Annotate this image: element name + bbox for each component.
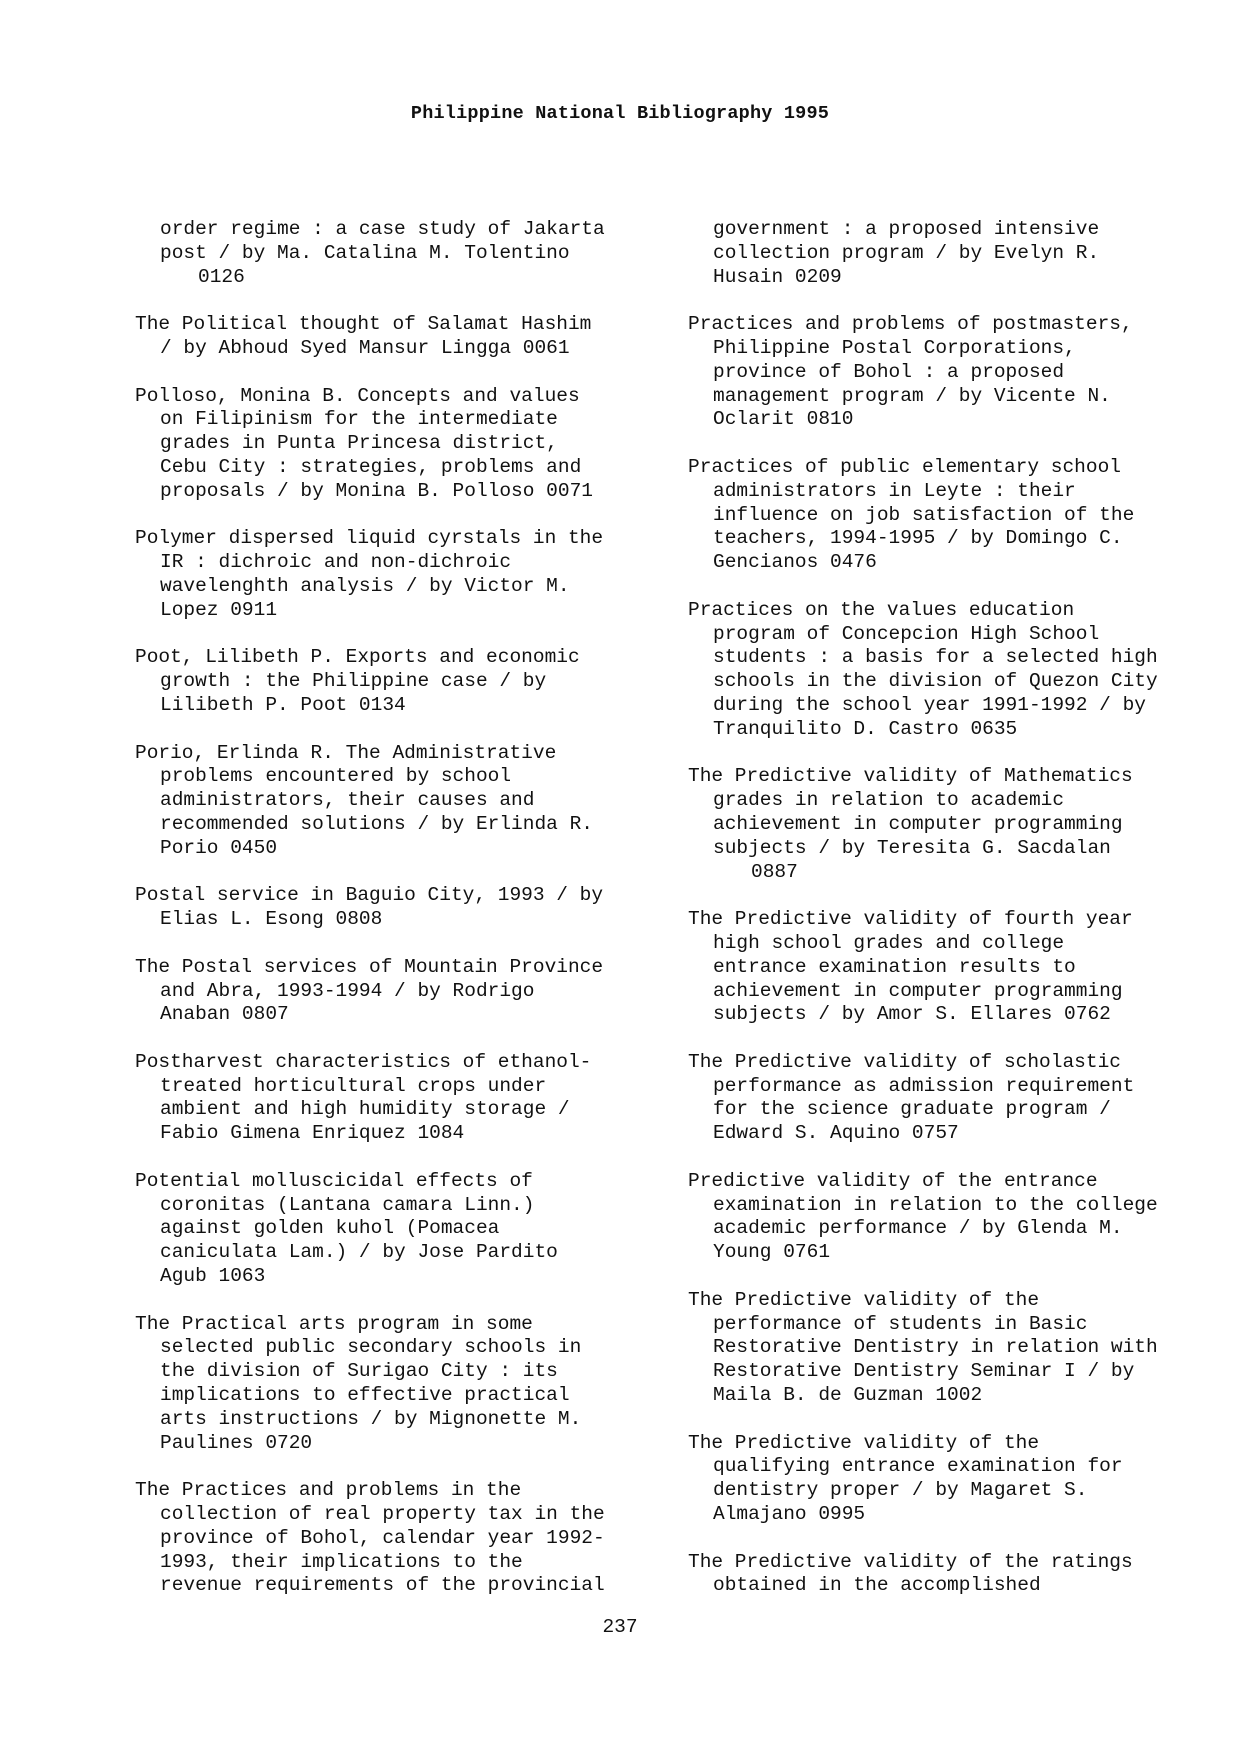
- bibliography-entry: [688, 1289, 1228, 1408]
- bibliography-entry: [688, 765, 1228, 884]
- bibliography-entry: [135, 527, 675, 622]
- bibliography-entry: [135, 1313, 675, 1456]
- entry-line: Restorative Dentistry Seminar I / by: [713, 1360, 1135, 1383]
- entry-line: wavelenghth analysis / by Victor M.: [160, 574, 570, 597]
- right-column: [688, 218, 1228, 1622]
- entry-line: Cebu City : strategies, problems and: [160, 455, 582, 478]
- entry-line: performance as admission requirement: [713, 1074, 1135, 1097]
- bibliography-entry: [688, 456, 1228, 575]
- entry-line: administrators, their causes and: [160, 789, 535, 812]
- entry-line: proposals / by Monina B. Polloso 0071: [160, 479, 593, 502]
- bibliography-entry: [135, 1170, 675, 1289]
- entry-line: implications to effective practical: [160, 1384, 570, 1407]
- entry-line: caniculata Lam.) / by Jose Pardito: [160, 1241, 558, 1264]
- bibliography-entry: [135, 385, 675, 504]
- entry-line: Maila B. de Guzman 1002: [713, 1384, 983, 1407]
- entry-line: post / by Ma. Catalina M. Tolentino: [160, 241, 570, 264]
- entry-line: examination in relation to the college: [713, 1193, 1158, 1216]
- entry-line: grades in Punta Princesa district,: [160, 432, 558, 455]
- entry-line: Postharvest characteristics of ethanol-: [135, 1050, 592, 1073]
- entry-line: high school grades and college: [713, 931, 1065, 954]
- entry-line: Porio 0450: [160, 836, 278, 859]
- entry-line: Lilibeth P. Poot 0134: [160, 693, 406, 716]
- entry-line: Almajano 0995: [713, 1503, 866, 1526]
- entry-line: Husain 0209: [713, 265, 842, 288]
- bibliography-entry: [135, 313, 675, 361]
- entry-line: qualifying entrance examination for: [713, 1455, 1123, 1478]
- bibliography-entry: [688, 1051, 1228, 1146]
- bibliography-entry: [135, 742, 675, 861]
- entry-line: The Predictive validity of the: [688, 1288, 1040, 1311]
- entry-line: revenue requirements of the provincial: [160, 1574, 605, 1597]
- entry-line: The Predictive validity of Mathematics: [688, 765, 1133, 788]
- entry-line: Paulines 0720: [160, 1431, 313, 1454]
- entry-line: influence on job satisfaction of the: [713, 503, 1135, 526]
- entry-line: order regime : a case study of Jakarta: [160, 218, 605, 240]
- bibliography-entry: [135, 884, 675, 932]
- page-title: Philippine National Bibliography 1995: [410, 103, 830, 124]
- entry-line: achievement in computer programming: [713, 979, 1123, 1002]
- entry-line: Gencianos 0476: [713, 551, 877, 574]
- entry-line: arts instructions / by Mignonette M.: [160, 1407, 582, 1430]
- entry-line: achievement in computer programming: [713, 812, 1123, 835]
- entry-line: province of Bohol, calendar year 1992-: [160, 1526, 605, 1549]
- entry-line: on Filipinism for the intermediate: [160, 408, 558, 431]
- entry-line: subjects / by Teresita G. Sacdalan: [713, 836, 1111, 859]
- entry-line: province of Bohol : a proposed: [713, 360, 1065, 383]
- entry-line: Polymer dispersed liquid cyrstals in the: [135, 527, 604, 550]
- bibliography-entry: [688, 1551, 1228, 1599]
- entry-line: Potential molluscicidal effects of: [135, 1169, 533, 1192]
- bibliography-entry: [135, 218, 675, 289]
- bibliography-entry: [135, 956, 675, 1027]
- entry-line: the division of Surigao City : its: [160, 1360, 558, 1383]
- bibliography-entry: [135, 1051, 675, 1146]
- entry-line: Young 0761: [713, 1241, 831, 1264]
- bibliography-entry: [135, 1479, 675, 1598]
- bibliography-entry: [688, 218, 1228, 289]
- entry-line: Restorative Dentistry in relation with: [713, 1336, 1158, 1359]
- entry-line: Porio, Erlinda R. The Administrative: [135, 741, 557, 764]
- entry-line: Practices on the values education: [688, 598, 1075, 621]
- entry-line: and Abra, 1993-1994 / by Rodrigo: [160, 979, 535, 1002]
- entry-line: growth : the Philippine case / by: [160, 670, 547, 693]
- entry-line: Agub 1063: [160, 1265, 266, 1288]
- entry-line: recommended solutions / by Erlinda R.: [160, 812, 593, 835]
- entry-line: Practices of public elementary school: [688, 455, 1121, 478]
- entry-line: The Practices and problems in the: [135, 1479, 522, 1502]
- entry-line: against golden kuhol (Pomacea: [160, 1217, 500, 1240]
- bibliography-entry: [688, 1170, 1228, 1265]
- entry-line: The Predictive validity of fourth year: [688, 908, 1133, 931]
- entry-line: problems encountered by school: [160, 765, 512, 788]
- bibliography-entry: [688, 313, 1228, 432]
- entry-line: Elias L. Esong 0808: [160, 908, 383, 931]
- entry-line: The Predictive validity of the ratings: [688, 1550, 1133, 1573]
- entry-line: obtained in the accomplished: [713, 1574, 1041, 1597]
- entry-line: Postal service in Baguio City, 1993 / by: [135, 884, 604, 907]
- left-column: [135, 218, 675, 1622]
- entry-line: ambient and high humidity storage /: [160, 1098, 570, 1121]
- entry-line: performance of students in Basic: [713, 1312, 1088, 1335]
- entry-line: The Postal services of Mountain Province: [135, 955, 604, 978]
- entry-line: government : a proposed intensive: [713, 218, 1100, 240]
- entry-line: The Political thought of Salamat Hashim: [135, 313, 592, 336]
- entry-line: The Practical arts program in some: [135, 1312, 533, 1335]
- entry-line: The Predictive validity of the: [688, 1431, 1040, 1454]
- page-number: 237: [602, 1616, 638, 1638]
- bibliography-entry: [135, 646, 675, 717]
- entry-line: academic performance / by Glenda M.: [713, 1217, 1123, 1240]
- entry-line: during the school year 1991-1992 / by: [713, 693, 1146, 716]
- entry-line: schools in the division of Quezon City: [713, 670, 1158, 693]
- entry-line: program of Concepcion High School: [713, 622, 1100, 645]
- entry-line: / by Abhoud Syed Mansur Lingga 0061: [160, 336, 570, 359]
- entry-line: 1993, their implications to the: [160, 1550, 523, 1573]
- entry-line: for the science graduate program /: [713, 1098, 1111, 1121]
- entry-line: entrance examination results to: [713, 955, 1076, 978]
- bibliography-entry: [688, 599, 1228, 742]
- entry-line: Tranquilito D. Castro 0635: [713, 717, 1018, 740]
- entry-line: Oclarit 0810: [713, 408, 854, 431]
- bibliography-entry: [688, 1432, 1228, 1527]
- entry-line: collection of real property tax in the: [160, 1503, 605, 1526]
- bibliography-entry: [688, 908, 1228, 1027]
- entry-line: management program / by Vicente N.: [713, 384, 1111, 407]
- entry-line: 0126: [198, 265, 245, 288]
- entry-line: IR : dichroic and non-dichroic: [160, 551, 512, 574]
- entry-line: Fabio Gimena Enriquez 1084: [160, 1122, 465, 1145]
- entry-line: students : a basis for a selected high: [713, 646, 1158, 669]
- entry-line: selected public secondary schools in: [160, 1336, 582, 1359]
- entry-line: subjects / by Amor S. Ellares 0762: [713, 1003, 1111, 1026]
- entry-line: administrators in Leyte : their: [713, 479, 1076, 502]
- entry-line: grades in relation to academic: [713, 789, 1065, 812]
- entry-line: Lopez 0911: [160, 598, 278, 621]
- entry-line: Polloso, Monina B. Concepts and values: [135, 384, 580, 407]
- entry-line: Edward S. Aquino 0757: [713, 1122, 959, 1145]
- entry-line: collection program / by Evelyn R.: [713, 241, 1100, 264]
- entry-line: Anaban 0807: [160, 1003, 289, 1026]
- entry-line: Poot, Lilibeth P. Exports and economic: [135, 646, 580, 669]
- entry-line: Practices and problems of postmasters,: [688, 313, 1133, 336]
- entry-line: coronitas (Lantana camara Linn.): [160, 1193, 535, 1216]
- entry-line: Predictive validity of the entrance: [688, 1169, 1098, 1192]
- entry-line: treated horticultural crops under: [160, 1074, 547, 1097]
- entry-line: 0887: [751, 860, 798, 883]
- entry-line: The Predictive validity of scholastic: [688, 1050, 1121, 1073]
- entry-line: dentistry proper / by Magaret S.: [713, 1479, 1088, 1502]
- entry-line: teachers, 1994-1995 / by Domingo C.: [713, 527, 1123, 550]
- entry-line: Philippine Postal Corporations,: [713, 336, 1076, 359]
